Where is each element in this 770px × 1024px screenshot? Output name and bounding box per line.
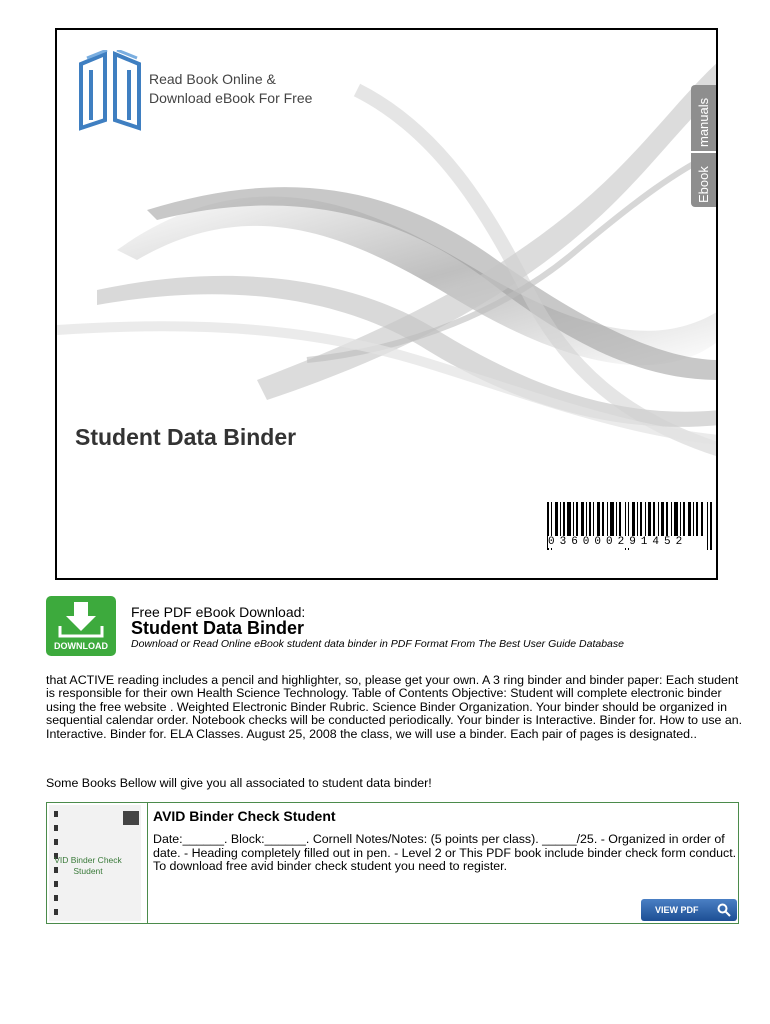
side-tab-manuals: manuals xyxy=(696,97,711,147)
download-badge-label: DOWNLOAD xyxy=(54,641,108,651)
download-arrow-icon xyxy=(46,596,116,642)
download-subtitle: Download or Read Online eBook student data binder in PDF Format From The Best User Guide Database xyxy=(131,638,624,650)
card-divider xyxy=(147,803,148,923)
book-logo-icon xyxy=(77,50,147,132)
logo-text xyxy=(149,70,312,108)
side-tab-ebook: Ebook xyxy=(696,166,711,203)
barcode-number: 036000291452 xyxy=(548,536,688,548)
cover-title: Student Data Binder xyxy=(75,424,297,450)
side-tab-separator xyxy=(691,151,717,153)
view-pdf-label: VIEW PDF xyxy=(655,905,699,915)
description-paragraph: that ACTIVE reading includes a pencil and highlighter, so, please get your own. A 3 ring binder and binder paper: Each student is responsible for their own Health Science Technology. Table of Contents Objective: Student will complete electronic binder using the free website . Weighted Electronic Binder Rubric. Science Binder Organization. Your binder should be organized in sequential calendar order. Notebook checks will be conducted periodically. Your binder is Interactive. Binder for. How to use an. Interactive. Binder for. ELA Classes. August 25, 2008 the class, we will use a binder. Each pair of pages is designated.. xyxy=(46,673,743,741)
related-books-intro: Some Books Bellow will give you all associated to student data binder! xyxy=(46,776,432,790)
result-card xyxy=(46,802,739,924)
ebook-manuals-tab xyxy=(691,85,717,207)
download-badge[interactable] xyxy=(46,596,116,656)
result-title[interactable]: AVID Binder Check Student xyxy=(153,808,336,824)
logo-line-1: Read Book Online & xyxy=(149,71,276,87)
result-description: Date:______. Block:______. Cornell Notes/Notes: (5 points per class). _____/25. - Organized in order of date. - Heading completely filled out in pen. - Level 2 or This PDF book include binder check form conduct. To download free avid binder check student you need to register. xyxy=(153,832,737,873)
logo-line-2: Download eBook For Free xyxy=(149,90,313,106)
thumbnail-title: VID Binder Check Student xyxy=(54,855,122,876)
book-thumbnail[interactable] xyxy=(49,805,141,921)
thumbnail-logo xyxy=(123,811,139,825)
view-pdf-button[interactable] xyxy=(641,899,737,921)
book-cover xyxy=(55,28,718,580)
magnifier-icon xyxy=(717,903,731,917)
download-title: Student Data Binder xyxy=(131,618,305,638)
free-pdf-label: Free PDF eBook Download: xyxy=(131,604,306,620)
cover-swirl-graphic xyxy=(57,30,718,580)
